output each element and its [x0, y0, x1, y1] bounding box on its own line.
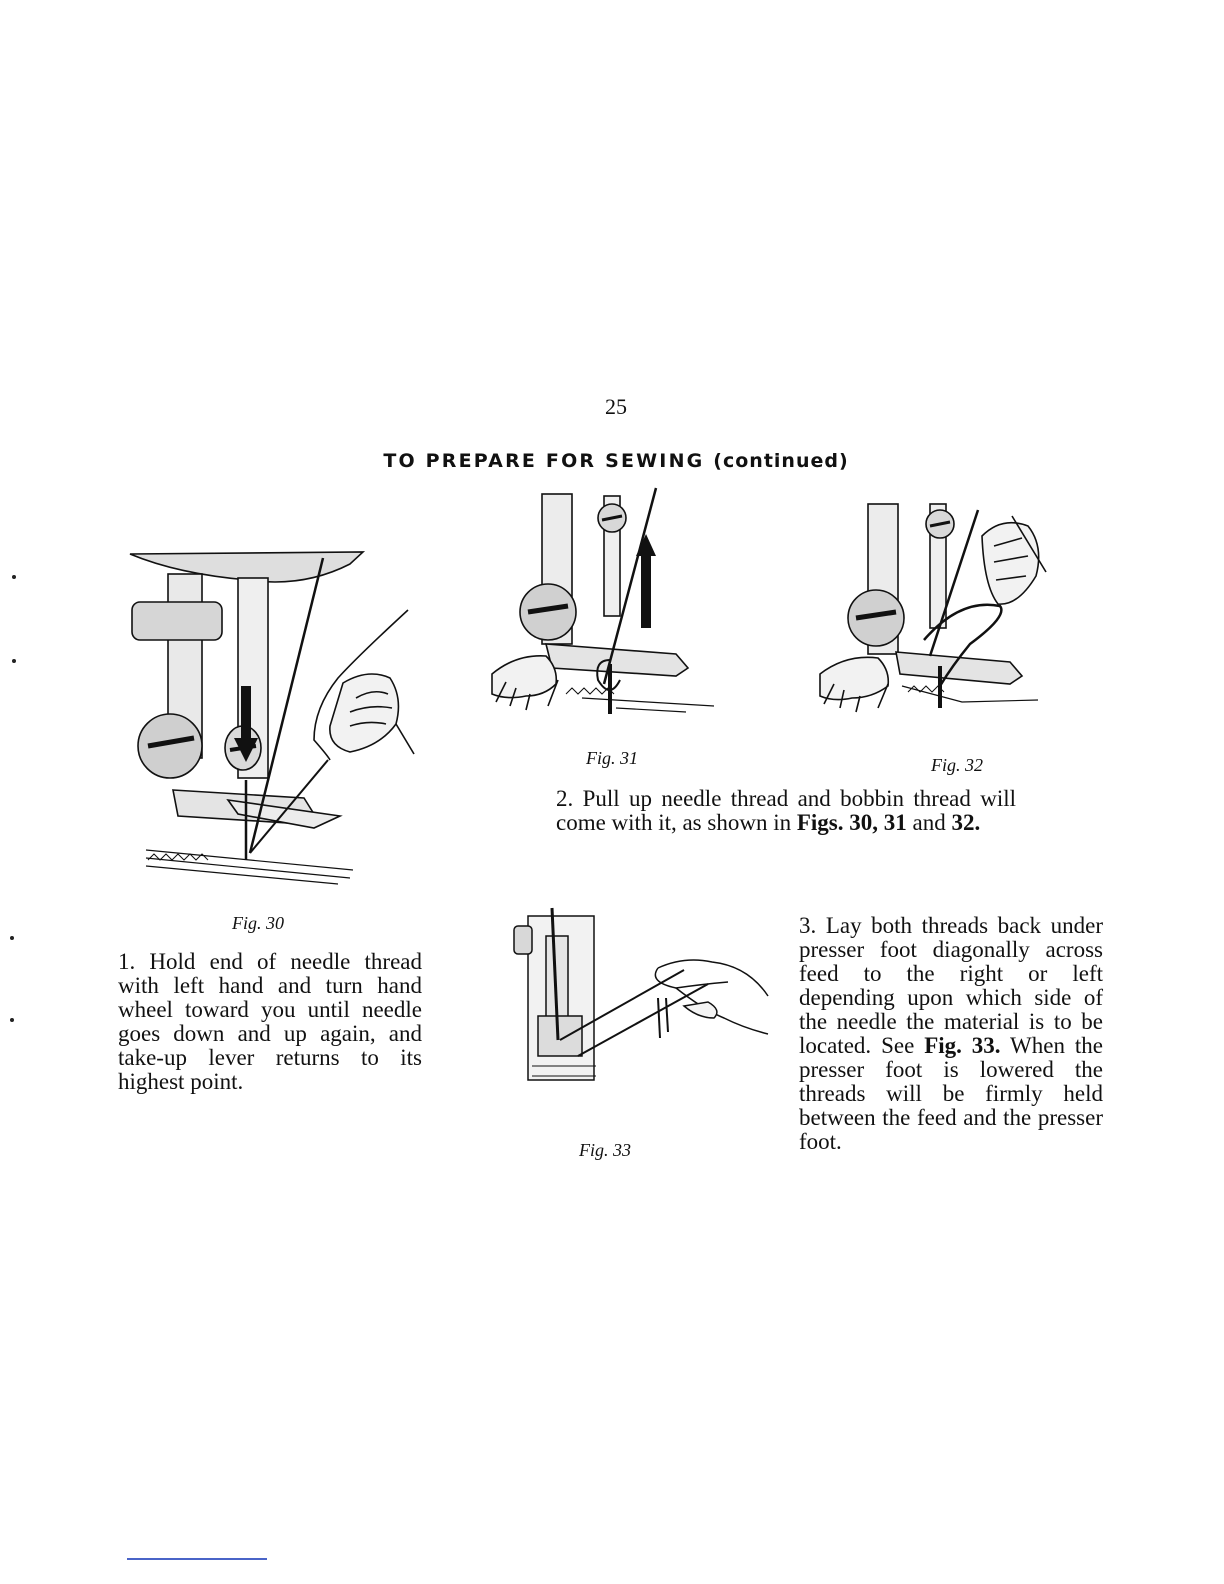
figure-32-caption: Fig. 32 — [931, 755, 983, 775]
figure-33 — [508, 906, 772, 1086]
step-2-figure-ref-a: Figs. 30, 31 — [796, 810, 907, 835]
step-3-paragraph — [799, 914, 1103, 1154]
figure-31-caption: Fig. 31 — [586, 748, 638, 768]
footer-rule — [127, 1558, 267, 1560]
step-2-text-b: and — [906, 810, 952, 835]
figure-33-illustration — [508, 906, 772, 1086]
page-number: 25 — [605, 394, 627, 419]
scan-speck — [10, 1018, 14, 1022]
figure-31 — [486, 484, 716, 720]
scan-speck — [12, 575, 16, 579]
figure-30 — [118, 548, 418, 888]
step-2-text-a: 2. Pull up needle thread and bobbin thread will come with it, as shown in — [556, 786, 1016, 835]
step-3-text-b: When the presser foot is lowered the threads will be firmly held between the feed and the presser foot. — [799, 1033, 1103, 1154]
figure-30-illustration — [118, 548, 418, 888]
title-main: TO PREPARE FOR SEWING — [383, 450, 705, 472]
step-2-figure-ref-b: 32. — [951, 810, 981, 835]
step-3-text-a: 3. Lay both threads back under presser foot diagonally across feed to the right or left depending upon which side of the needle the material is to be located. See — [799, 913, 1103, 1058]
title-continued: (continued) — [713, 450, 849, 472]
step-2-paragraph — [556, 787, 1016, 835]
figure-32-illustration — [812, 496, 1048, 726]
figure-32 — [812, 496, 1048, 726]
figure-30-caption: Fig. 30 — [232, 913, 284, 933]
step-1-paragraph: 1. Hold end of needle thread with left hand and turn hand wheel toward you until needle goes down and up again, and take-up lever returns to its highest point. — [118, 949, 422, 1094]
scan-speck — [12, 659, 16, 663]
figure-33-caption: Fig. 33 — [579, 1140, 631, 1160]
page-title — [0, 450, 1224, 472]
figure-31-illustration — [486, 484, 716, 720]
scan-speck — [10, 936, 14, 940]
step-3-figure-ref: Fig. 33. — [924, 1033, 1001, 1058]
